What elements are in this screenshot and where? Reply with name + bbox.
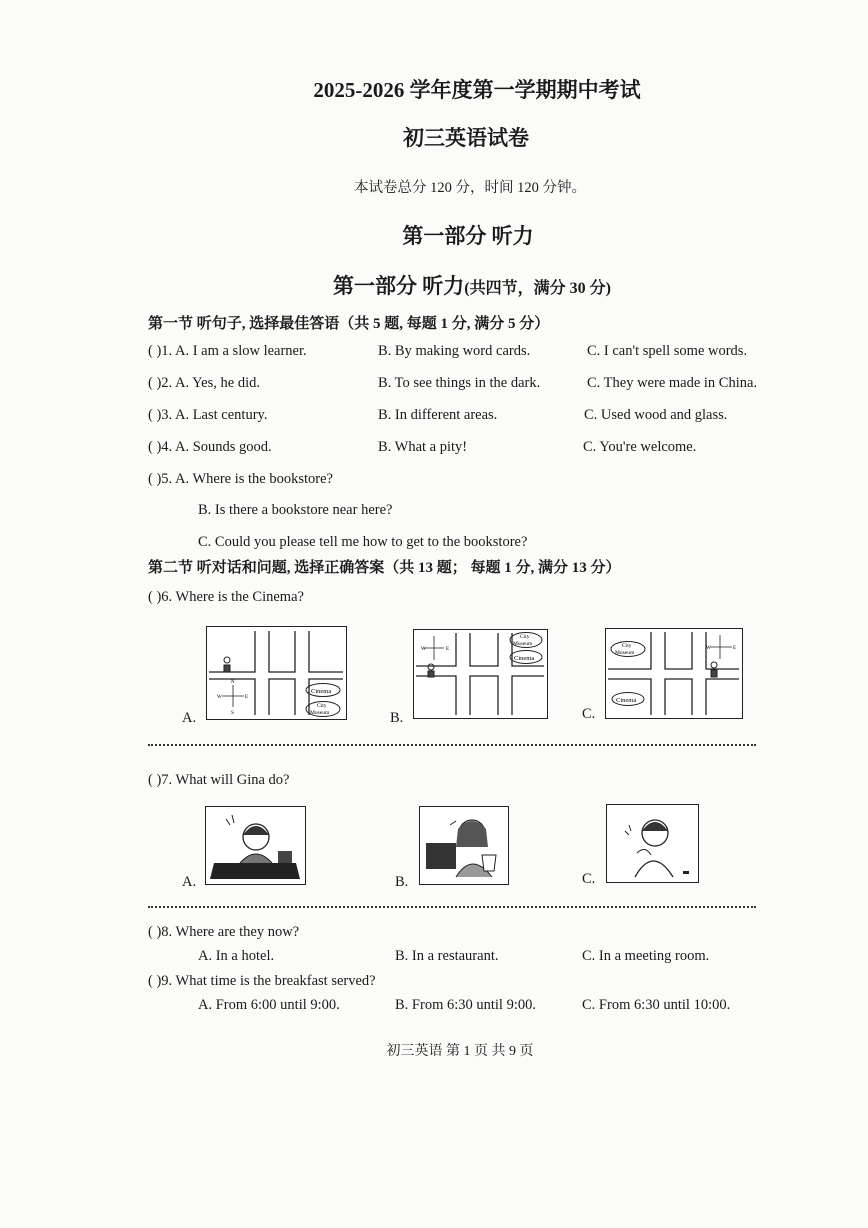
- q7-picture-c: [606, 804, 699, 883]
- question-6: ( )6. Where is the Cinema?: [148, 589, 304, 605]
- question-1-option-b: B. By making word cards.: [378, 343, 531, 359]
- compass-s: S: [231, 711, 234, 716]
- q6-map-b: [413, 629, 548, 719]
- question-2-option-b: B. To see things in the dark.: [378, 375, 541, 391]
- exam-title: 2025-2026 学年度第一学期期中考试: [313, 78, 641, 102]
- question-4: ( )4. A. Sounds good.: [148, 439, 272, 455]
- compass-icon-b: [424, 636, 444, 660]
- q6-option-b-letter: B.: [390, 710, 404, 726]
- map-b-drawing: [414, 630, 546, 717]
- question-7: ( )7. What will Gina do?: [148, 772, 290, 788]
- q7-option-c-letter: C.: [582, 871, 596, 887]
- question-2: ( )2. A. Yes, he did.: [148, 375, 260, 391]
- q7-picture-a: [205, 806, 306, 885]
- question-9-option-c: C. From 6:30 until 10:00.: [582, 997, 731, 1013]
- divider-2: [148, 906, 756, 908]
- q7-picture-b: [419, 806, 509, 885]
- q7-option-b-letter: B.: [395, 874, 409, 890]
- exam-subtitle: 初三英语试卷: [403, 126, 529, 150]
- q6-option-c-letter: C.: [582, 706, 596, 722]
- question-9-option-b: B. From 6:30 until 9:00.: [395, 997, 536, 1013]
- museum-label-a2: Museum: [310, 710, 330, 716]
- exam-note: 本试卷总分 120 分，时间 120 分钟。: [354, 180, 586, 196]
- question-4-option-c: C. You're welcome.: [583, 439, 697, 455]
- person-icon-c: [711, 662, 717, 677]
- compass-e: E: [245, 695, 249, 700]
- girl-thinking-drawing: [607, 805, 697, 881]
- question-2-option-c: C. They were made in China.: [587, 375, 758, 391]
- compass-e-c: E: [733, 646, 737, 651]
- map-a-drawing: [207, 627, 345, 718]
- question-5: ( )5. A. Where is the bookstore?: [148, 471, 333, 487]
- map-c-drawing: [606, 629, 741, 717]
- compass-icon-c: [710, 635, 732, 659]
- girl-computer-drawing: [420, 807, 507, 883]
- question-9-option-a: A. From 6:00 until 9:00.: [198, 997, 340, 1013]
- compass-w-b: W: [421, 647, 426, 652]
- question-8-option-c: C. In a meeting room.: [582, 948, 710, 964]
- question-5-option-b: B. Is there a bookstore near here?: [198, 502, 393, 518]
- museum-label-b1: City: [520, 634, 530, 640]
- q6-map-a: [206, 626, 347, 720]
- cinema-label-a: Cinema: [311, 688, 332, 695]
- question-3-option-c: C. Used wood and glass.: [584, 407, 728, 423]
- compass-w-c: W: [706, 646, 711, 651]
- compass-n: N: [231, 680, 235, 685]
- girl-writing-drawing: [206, 807, 304, 883]
- part-heading-full-text: 第一部分 听力: [333, 274, 465, 298]
- compass-icon-a: [222, 685, 244, 707]
- compass-w: W: [217, 695, 222, 700]
- question-9: ( )9. What time is the breakfast served?: [148, 973, 376, 989]
- part-heading-note: (共四节，满分 30 分): [464, 280, 611, 297]
- q6-option-a-letter: A.: [182, 710, 197, 726]
- question-8-option-b: B. In a restaurant.: [395, 948, 499, 964]
- cinema-label-c: Cinema: [616, 697, 637, 704]
- section1-title: 第一节 听句子, 选择最佳答语（共 5 题, 每题 1 分, 满分 5 分）: [148, 316, 550, 332]
- question-8: ( )8. Where are they now?: [148, 924, 300, 940]
- section2-title: 第二节 听对话和问题, 选择正确答案（共 13 题； 每题 1 分, 满分 13 分）: [148, 560, 621, 576]
- question-1: ( )1. A. I am a slow learner.: [148, 343, 307, 359]
- compass-e-b: E: [446, 647, 450, 652]
- person-icon-a: [224, 657, 230, 672]
- question-3-option-b: B. In different areas.: [378, 407, 498, 423]
- q6-map-c: [605, 628, 743, 719]
- part-heading: 第一部分 听力: [402, 224, 534, 248]
- cinema-label-b: Cinema: [514, 655, 535, 662]
- museum-label-c2: Museum: [615, 650, 635, 656]
- question-8-option-a: A. In a hotel.: [198, 948, 275, 964]
- q7-option-a-letter: A.: [182, 874, 197, 890]
- question-4-option-b: B. What a pity!: [378, 439, 468, 455]
- part-heading-full: [0, 270, 868, 300]
- museum-label-a1: City: [317, 703, 327, 709]
- museum-label-b2: Museum: [513, 641, 533, 647]
- page-footer: 初三英语 第 1 页 共 9 页: [386, 1044, 534, 1059]
- question-5-option-c: C. Could you please tell me how to get to the bookstore?: [198, 534, 528, 550]
- divider-1: [148, 744, 756, 746]
- question-3: ( )3. A. Last century.: [148, 407, 268, 423]
- museum-label-c1: City: [622, 643, 632, 649]
- question-1-option-c: C. I can't spell some words.: [587, 343, 748, 359]
